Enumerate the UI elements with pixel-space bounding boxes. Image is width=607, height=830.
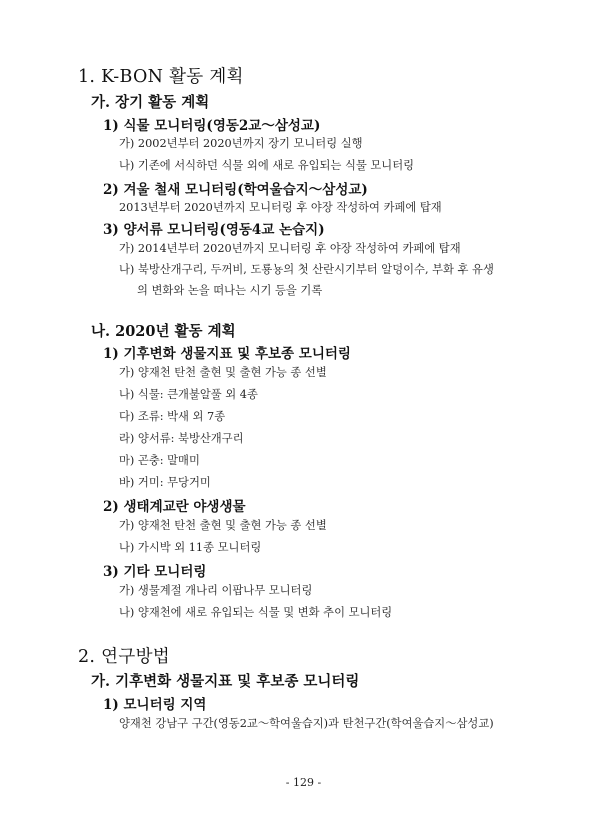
- list-item: 나) 가시박 외 11종 모니터링: [119, 541, 262, 554]
- subsection-na-title: 나. 2020년 활동 계획: [91, 323, 236, 340]
- item-2-title: 2) 겨울 철새 모니터링(학여울습지～삼성교): [103, 182, 368, 198]
- item-1-title: 1) 모니터링 지역: [103, 697, 207, 713]
- list-item-continuation: 의 변화와 논을 떠나는 시기 등을 기록: [137, 284, 323, 297]
- list-item: 가) 2014년부터 2020년까지 모니터링 후 야장 작성하여 카페에 탑재: [119, 242, 461, 255]
- list-item: 다) 조류: 박새 외 7종: [119, 410, 226, 423]
- list-item: 라) 양서류: 북방산개구리: [119, 432, 244, 445]
- section-2-title: 2. 연구방법: [78, 647, 170, 667]
- item-2-title: 2) 생태계교란 야생생물: [103, 499, 246, 515]
- list-item: 가) 양재천 탄천 출현 및 출현 가능 종 선별: [119, 519, 327, 532]
- list-item: 바) 거미: 무당거미: [119, 476, 211, 489]
- page-number: - 129 -: [285, 776, 322, 789]
- list-item: 가) 양재천 탄천 출현 및 출현 가능 종 선별: [119, 366, 327, 379]
- item-3-title: 3) 양서류 모니터링(영동4교 논습지): [103, 222, 325, 238]
- list-item: 마) 곤충: 말매미: [119, 454, 200, 467]
- paragraph: 2013년부터 2020년까지 모니터링 후 야장 작성하여 카페에 탑재: [119, 201, 442, 214]
- list-item: 가) 2002년부터 2020년까지 장기 모니터링 실행: [119, 137, 363, 150]
- list-item: 나) 기존에 서식하던 식물 외에 새로 유입되는 식물 모니터링: [119, 159, 415, 172]
- paragraph: 양재천 강남구 구간(영동2교～학여울습지)과 탄천구간(학여울습지～삼성교): [119, 717, 494, 730]
- list-item: 가) 생물계절 개나리 이팝나무 모니터링: [119, 584, 313, 597]
- subsection-ga-title: 가. 장기 활동 계획: [91, 94, 210, 111]
- list-item: 나) 양재천에 새로 유입되는 식물 및 변화 추이 모니터링: [119, 606, 393, 619]
- subsection-ga-title: 가. 기후변화 생물지표 및 후보종 모니터링: [91, 673, 360, 690]
- section-1-title: 1. K-BON 활동 계획: [78, 67, 244, 87]
- list-item: 나) 북방산개구리, 두꺼비, 도룡뇽의 첫 산란시기부터 알덩이수, 부화 후 유생: [119, 263, 494, 276]
- list-item: 나) 식물: 큰개불알풀 외 4종: [119, 388, 258, 401]
- item-1-title: 1) 기후변화 생물지표 및 후보종 모니터링: [103, 346, 351, 362]
- item-1-title: 1) 식물 모니터링(영동2교～삼성교): [103, 118, 321, 134]
- item-3-title: 3) 기타 모니터링: [103, 564, 207, 580]
